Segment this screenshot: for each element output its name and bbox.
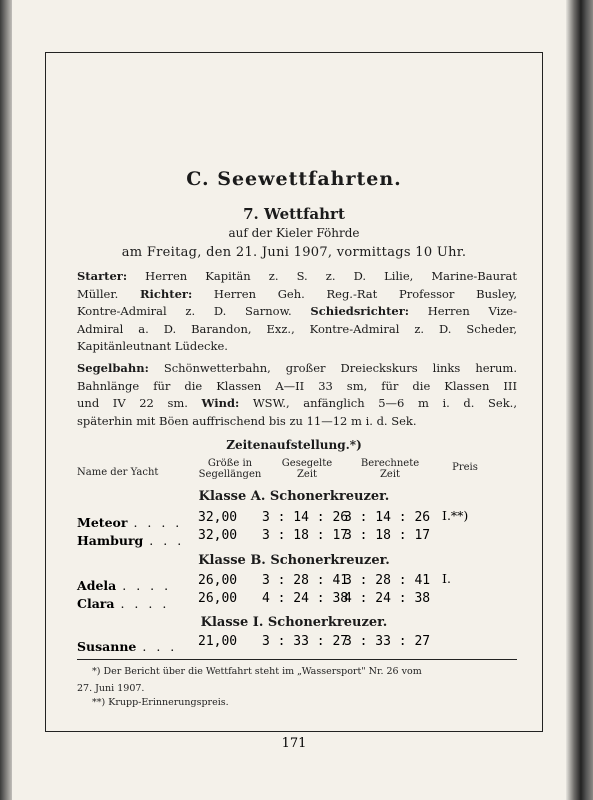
calculated-time: 3 : 33 : 27 [344,634,431,649]
race-title: 7. Wettfahrt [243,205,345,223]
size-value: 26,00 [198,573,238,588]
prize-value: I.**) [442,508,469,523]
paragraph-line: Segelbahn: Schönwetterbahn, großer Dreieckskurs links herum. [77,361,517,375]
class-heading: Klasse A. Schonerkreuzer. [198,489,390,504]
table-title: Zeitenaufstellung.*) [226,438,362,452]
footnote-divider [77,659,517,660]
paragraph-line: Kontre-Admiral z. D. Sarnow. Schiedsrichter: Herren Vize- [77,304,518,319]
sailed-time: 4 : 24 : 38 [262,591,349,606]
class-heading: Klasse I. Schonerkreuzer. [200,615,388,630]
calculated-time: 3 : 18 : 17 [344,528,431,543]
column-header-sailed-time: Gesegelte Zeit [281,458,333,480]
footnote-1: *) Der Bericht über die Wettfahrt steht im „Wassersport" Nr. 26 vom [92,666,422,677]
column-header-size: Größe in Segellängen [198,458,262,480]
paragraph-line: und IV 22 sm. Wind: WSW., anfänglich 5—6 m i. d. Sek., [77,396,517,411]
size-value: 21,00 [198,634,238,649]
yacht-name: Hamburg . . . [77,533,185,548]
yacht-name: Meteor . . . . [77,515,183,530]
paragraph-line: Bahnlänge für die Klassen A—II 33 sm, für die Klassen III [77,378,517,393]
section-title: C. Seewettfahrten. [186,168,402,190]
prize-value: I. [442,571,451,586]
book-edge [566,0,593,800]
paragraph-line: Admiral a. D. Barandon, Exz., Kontre-Admiral z. D. Scheder, [77,321,517,336]
paragraph-line: Müller. Richter: Herren Geh. Reg.-Rat Professor Busley, [77,286,518,301]
page-number: 171 [281,736,307,751]
venue-line: auf der Kieler Föhrde [228,226,360,240]
course-paragraph [77,360,517,430]
yacht-name: Susanne . . . [77,639,178,654]
officials-paragraph [77,268,517,356]
size-value: 32,00 [198,510,238,525]
date-line: am Freitag, den 21. Juni 1907, vormittags 10 Uhr. [121,245,467,260]
calculated-time: 3 : 28 : 41 [344,573,431,588]
sailed-time: 3 : 14 : 26 [262,510,349,525]
sailed-time: 3 : 28 : 41 [262,573,349,588]
paragraph-line: Starter: Herren Kapitän z. S. z. D. Lilie, Marine-Baurat [77,269,517,283]
size-value: 32,00 [198,528,238,543]
calculated-time: 4 : 24 : 38 [344,591,431,606]
sailed-time: 3 : 18 : 17 [262,528,349,543]
size-value: 26,00 [198,591,238,606]
footnote-2: **) Krupp-Erinnerungspreis. [92,697,229,708]
paragraph-line: Kapitänleutnant Lüdecke. [77,339,228,354]
column-header-name: Name der Yacht [77,467,159,478]
column-header-prize: Preis [452,462,478,473]
paragraph-line: späterhin mit Böen auffrischend bis zu 11—12 m i. d. Sek. [77,413,417,428]
sailed-time: 3 : 33 : 27 [262,634,349,649]
calculated-time: 3 : 14 : 26 [344,510,431,525]
column-header-calculated-time: Berechnete Zeit [360,458,420,480]
yacht-name: Adela . . . . [77,578,172,593]
yacht-name: Clara . . . . [77,596,170,611]
class-heading: Klasse B. Schonerkreuzer. [198,553,390,568]
footnote-1-continued: 27. Juni 1907. [77,683,145,694]
